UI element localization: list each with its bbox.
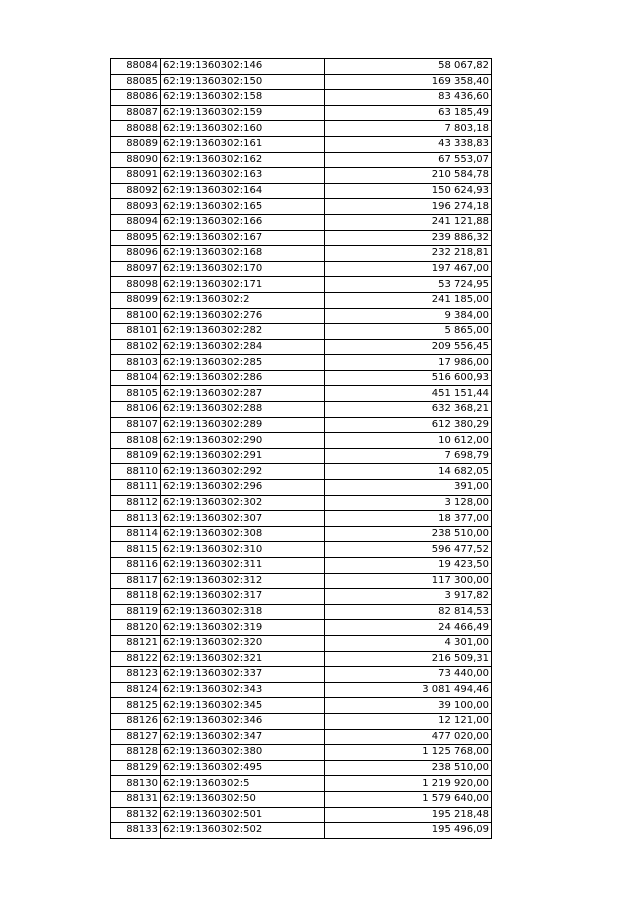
cadastral-number: 62:19:1360302:347: [161, 729, 325, 745]
table-row: [111, 417, 492, 433]
table-row: [111, 152, 492, 168]
cadastral-value: 209 556,45: [325, 339, 492, 355]
cadastral-number: 62:19:1360302:163: [161, 168, 325, 184]
row-number: 88122: [111, 651, 161, 667]
cadastral-value: 63 185,49: [325, 105, 492, 121]
cadastral-value: 3 128,00: [325, 495, 492, 511]
row-number: 88116: [111, 558, 161, 574]
cadastral-number: 62:19:1360302:346: [161, 713, 325, 729]
table-row: [111, 121, 492, 137]
cadastral-value: 58 067,82: [325, 59, 492, 75]
table-row: [111, 495, 492, 511]
cadastral-number: 62:19:1360302:167: [161, 230, 325, 246]
table-row: [111, 791, 492, 807]
cadastral-number: 62:19:1360302:345: [161, 698, 325, 714]
row-number: 88133: [111, 823, 161, 839]
cadastral-number: 62:19:1360302:310: [161, 542, 325, 558]
row-number: 88123: [111, 667, 161, 683]
row-number: 88115: [111, 542, 161, 558]
cadastral-number: 62:19:1360302:165: [161, 199, 325, 215]
cadastral-value: 232 218,81: [325, 246, 492, 262]
cadastral-value: 3 081 494,46: [325, 682, 492, 698]
table-row: [111, 526, 492, 542]
cadastral-number: 62:19:1360302:501: [161, 807, 325, 823]
row-number: 88124: [111, 682, 161, 698]
row-number: 88087: [111, 105, 161, 121]
cadastral-value: 1 579 640,00: [325, 791, 492, 807]
cadastral-value: 195 218,48: [325, 807, 492, 823]
cadastral-value: 82 814,53: [325, 604, 492, 620]
row-number: 88131: [111, 791, 161, 807]
cadastral-value: 117 300,00: [325, 573, 492, 589]
cadastral-value: 196 274,18: [325, 199, 492, 215]
row-number: 88089: [111, 136, 161, 152]
cadastral-number: 62:19:1360302:337: [161, 667, 325, 683]
table-row: [111, 682, 492, 698]
cadastral-number: 62:19:1360302:289: [161, 417, 325, 433]
row-number: 88104: [111, 370, 161, 386]
row-number: 88113: [111, 511, 161, 527]
row-number: 88095: [111, 230, 161, 246]
table-row: [111, 635, 492, 651]
cadastral-value: 83 436,60: [325, 90, 492, 106]
table-row: [111, 558, 492, 574]
cadastral-value: 4 301,00: [325, 635, 492, 651]
cadastral-value: 3 917,82: [325, 589, 492, 605]
cadastral-value: 14 682,05: [325, 464, 492, 480]
cadastral-number: 62:19:1360302:317: [161, 589, 325, 605]
cadastral-number: 62:19:1360302:495: [161, 760, 325, 776]
table-row: [111, 230, 492, 246]
cadastral-value: 12 121,00: [325, 713, 492, 729]
table-row: [111, 74, 492, 90]
cadastral-value-table: [110, 58, 492, 839]
table-row: [111, 246, 492, 262]
cadastral-number: 62:19:1360302:158: [161, 90, 325, 106]
cadastral-number: 62:19:1360302:312: [161, 573, 325, 589]
cadastral-number: 62:19:1360302:290: [161, 433, 325, 449]
table-row: [111, 511, 492, 527]
row-number: 88105: [111, 386, 161, 402]
cadastral-value: 216 509,31: [325, 651, 492, 667]
table-row: [111, 214, 492, 230]
cadastral-number: 62:19:1360302:284: [161, 339, 325, 355]
cadastral-number: 62:19:1360302:166: [161, 214, 325, 230]
table-row: [111, 464, 492, 480]
table-row: [111, 589, 492, 605]
cadastral-value: 1 219 920,00: [325, 776, 492, 792]
cadastral-value: 197 467,00: [325, 261, 492, 277]
cadastral-number: 62:19:1360302:318: [161, 604, 325, 620]
row-number: 88110: [111, 464, 161, 480]
row-number: 88088: [111, 121, 161, 137]
table-row: [111, 776, 492, 792]
row-number: 88100: [111, 308, 161, 324]
cadastral-value: 73 440,00: [325, 667, 492, 683]
row-number: 88132: [111, 807, 161, 823]
cadastral-number: 62:19:1360302:502: [161, 823, 325, 839]
row-number: 88108: [111, 433, 161, 449]
cadastral-number: 62:19:1360302:2: [161, 292, 325, 308]
row-number: 88118: [111, 589, 161, 605]
cadastral-value: 241 121,88: [325, 214, 492, 230]
cadastral-value: 17 986,00: [325, 355, 492, 371]
cadastral-number: 62:19:1360302:302: [161, 495, 325, 511]
row-number: 88130: [111, 776, 161, 792]
table-row: [111, 59, 492, 75]
cadastral-number: 62:19:1360302:343: [161, 682, 325, 698]
table-row: [111, 105, 492, 121]
cadastral-value: 612 380,29: [325, 417, 492, 433]
cadastral-number: 62:19:1360302:150: [161, 74, 325, 90]
cadastral-number: 62:19:1360302:286: [161, 370, 325, 386]
table-row: [111, 199, 492, 215]
cadastral-number: 62:19:1360302:282: [161, 324, 325, 340]
row-number: 88091: [111, 168, 161, 184]
cadastral-value: 210 584,78: [325, 168, 492, 184]
cadastral-number: 62:19:1360302:159: [161, 105, 325, 121]
cadastral-value: 19 423,50: [325, 558, 492, 574]
cadastral-number: 62:19:1360302:168: [161, 246, 325, 262]
cadastral-number: 62:19:1360302:308: [161, 526, 325, 542]
cadastral-value: 43 338,83: [325, 136, 492, 152]
row-number: 88086: [111, 90, 161, 106]
table-row: [111, 402, 492, 418]
cadastral-number: 62:19:1360302:285: [161, 355, 325, 371]
table-row: [111, 604, 492, 620]
cadastral-value: 53 724,95: [325, 277, 492, 293]
row-number: 88120: [111, 620, 161, 636]
cadastral-value: 516 600,93: [325, 370, 492, 386]
table-row: [111, 542, 492, 558]
table-row: [111, 370, 492, 386]
cadastral-value: 238 510,00: [325, 526, 492, 542]
cadastral-number: 62:19:1360302:162: [161, 152, 325, 168]
cadastral-value: 150 624,93: [325, 183, 492, 199]
cadastral-value: 391,00: [325, 480, 492, 496]
cadastral-number: 62:19:1360302:321: [161, 651, 325, 667]
row-number: 88090: [111, 152, 161, 168]
table-body: [111, 59, 492, 839]
table-row: [111, 324, 492, 340]
row-number: 88125: [111, 698, 161, 714]
cadastral-number: 62:19:1360302:161: [161, 136, 325, 152]
row-number: 88094: [111, 214, 161, 230]
cadastral-value: 24 466,49: [325, 620, 492, 636]
row-number: 88109: [111, 448, 161, 464]
cadastral-number: 62:19:1360302:319: [161, 620, 325, 636]
cadastral-number: 62:19:1360302:5: [161, 776, 325, 792]
table-row: [111, 292, 492, 308]
table-row: [111, 355, 492, 371]
cadastral-number: 62:19:1360302:307: [161, 511, 325, 527]
row-number: 88126: [111, 713, 161, 729]
row-number: 88106: [111, 402, 161, 418]
row-number: 88093: [111, 199, 161, 215]
cadastral-value: 67 553,07: [325, 152, 492, 168]
row-number: 88114: [111, 526, 161, 542]
row-number: 88103: [111, 355, 161, 371]
cadastral-value: 238 510,00: [325, 760, 492, 776]
table-row: [111, 620, 492, 636]
row-number: 88119: [111, 604, 161, 620]
cadastral-value: 7 803,18: [325, 121, 492, 137]
cadastral-value: 632 368,21: [325, 402, 492, 418]
cadastral-value: 169 358,40: [325, 74, 492, 90]
table-row: [111, 261, 492, 277]
table-row: [111, 277, 492, 293]
cadastral-value: 18 377,00: [325, 511, 492, 527]
table-row: [111, 573, 492, 589]
row-number: 88098: [111, 277, 161, 293]
row-number: 88112: [111, 495, 161, 511]
cadastral-value: 241 185,00: [325, 292, 492, 308]
row-number: 88102: [111, 339, 161, 355]
row-number: 88099: [111, 292, 161, 308]
cadastral-value: 7 698,79: [325, 448, 492, 464]
cadastral-number: 62:19:1360302:164: [161, 183, 325, 199]
cadastral-value: 195 496,09: [325, 823, 492, 839]
table-row: [111, 136, 492, 152]
row-number: 88117: [111, 573, 161, 589]
cadastral-number: 62:19:1360302:287: [161, 386, 325, 402]
table-row: [111, 339, 492, 355]
cadastral-number: 62:19:1360302:160: [161, 121, 325, 137]
row-number: 88084: [111, 59, 161, 75]
table-row: [111, 433, 492, 449]
cadastral-value: 9 384,00: [325, 308, 492, 324]
table-row: [111, 448, 492, 464]
table-row: [111, 823, 492, 839]
cadastral-number: 62:19:1360302:380: [161, 745, 325, 761]
cadastral-number: 62:19:1360302:320: [161, 635, 325, 651]
cadastral-number: 62:19:1360302:311: [161, 558, 325, 574]
table-row: [111, 480, 492, 496]
row-number: 88085: [111, 74, 161, 90]
row-number: 88111: [111, 480, 161, 496]
table-row: [111, 807, 492, 823]
cadastral-value: 596 477,52: [325, 542, 492, 558]
table-row: [111, 729, 492, 745]
row-number: 88092: [111, 183, 161, 199]
cadastral-number: 62:19:1360302:296: [161, 480, 325, 496]
cadastral-value: 477 020,00: [325, 729, 492, 745]
table-row: [111, 183, 492, 199]
table-row: [111, 90, 492, 106]
row-number: 88129: [111, 760, 161, 776]
cadastral-value: 1 125 768,00: [325, 745, 492, 761]
cadastral-number: 62:19:1360302:170: [161, 261, 325, 277]
row-number: 88127: [111, 729, 161, 745]
table-row: [111, 713, 492, 729]
table-row: [111, 308, 492, 324]
cadastral-number: 62:19:1360302:50: [161, 791, 325, 807]
table-row: [111, 745, 492, 761]
row-number: 88096: [111, 246, 161, 262]
cadastral-value: 39 100,00: [325, 698, 492, 714]
table-row: [111, 651, 492, 667]
cadastral-number: 62:19:1360302:288: [161, 402, 325, 418]
cadastral-number: 62:19:1360302:276: [161, 308, 325, 324]
row-number: 88128: [111, 745, 161, 761]
row-number: 88101: [111, 324, 161, 340]
table-row: [111, 698, 492, 714]
cadastral-number: 62:19:1360302:291: [161, 448, 325, 464]
cadastral-value: 239 886,32: [325, 230, 492, 246]
table-row: [111, 168, 492, 184]
row-number: 88121: [111, 635, 161, 651]
cadastral-number: 62:19:1360302:292: [161, 464, 325, 480]
cadastral-value: 451 151,44: [325, 386, 492, 402]
cadastral-number: 62:19:1360302:146: [161, 59, 325, 75]
table-row: [111, 386, 492, 402]
row-number: 88097: [111, 261, 161, 277]
table-row: [111, 760, 492, 776]
cadastral-value: 5 865,00: [325, 324, 492, 340]
row-number: 88107: [111, 417, 161, 433]
table-row: [111, 667, 492, 683]
cadastral-number: 62:19:1360302:171: [161, 277, 325, 293]
cadastral-value: 10 612,00: [325, 433, 492, 449]
